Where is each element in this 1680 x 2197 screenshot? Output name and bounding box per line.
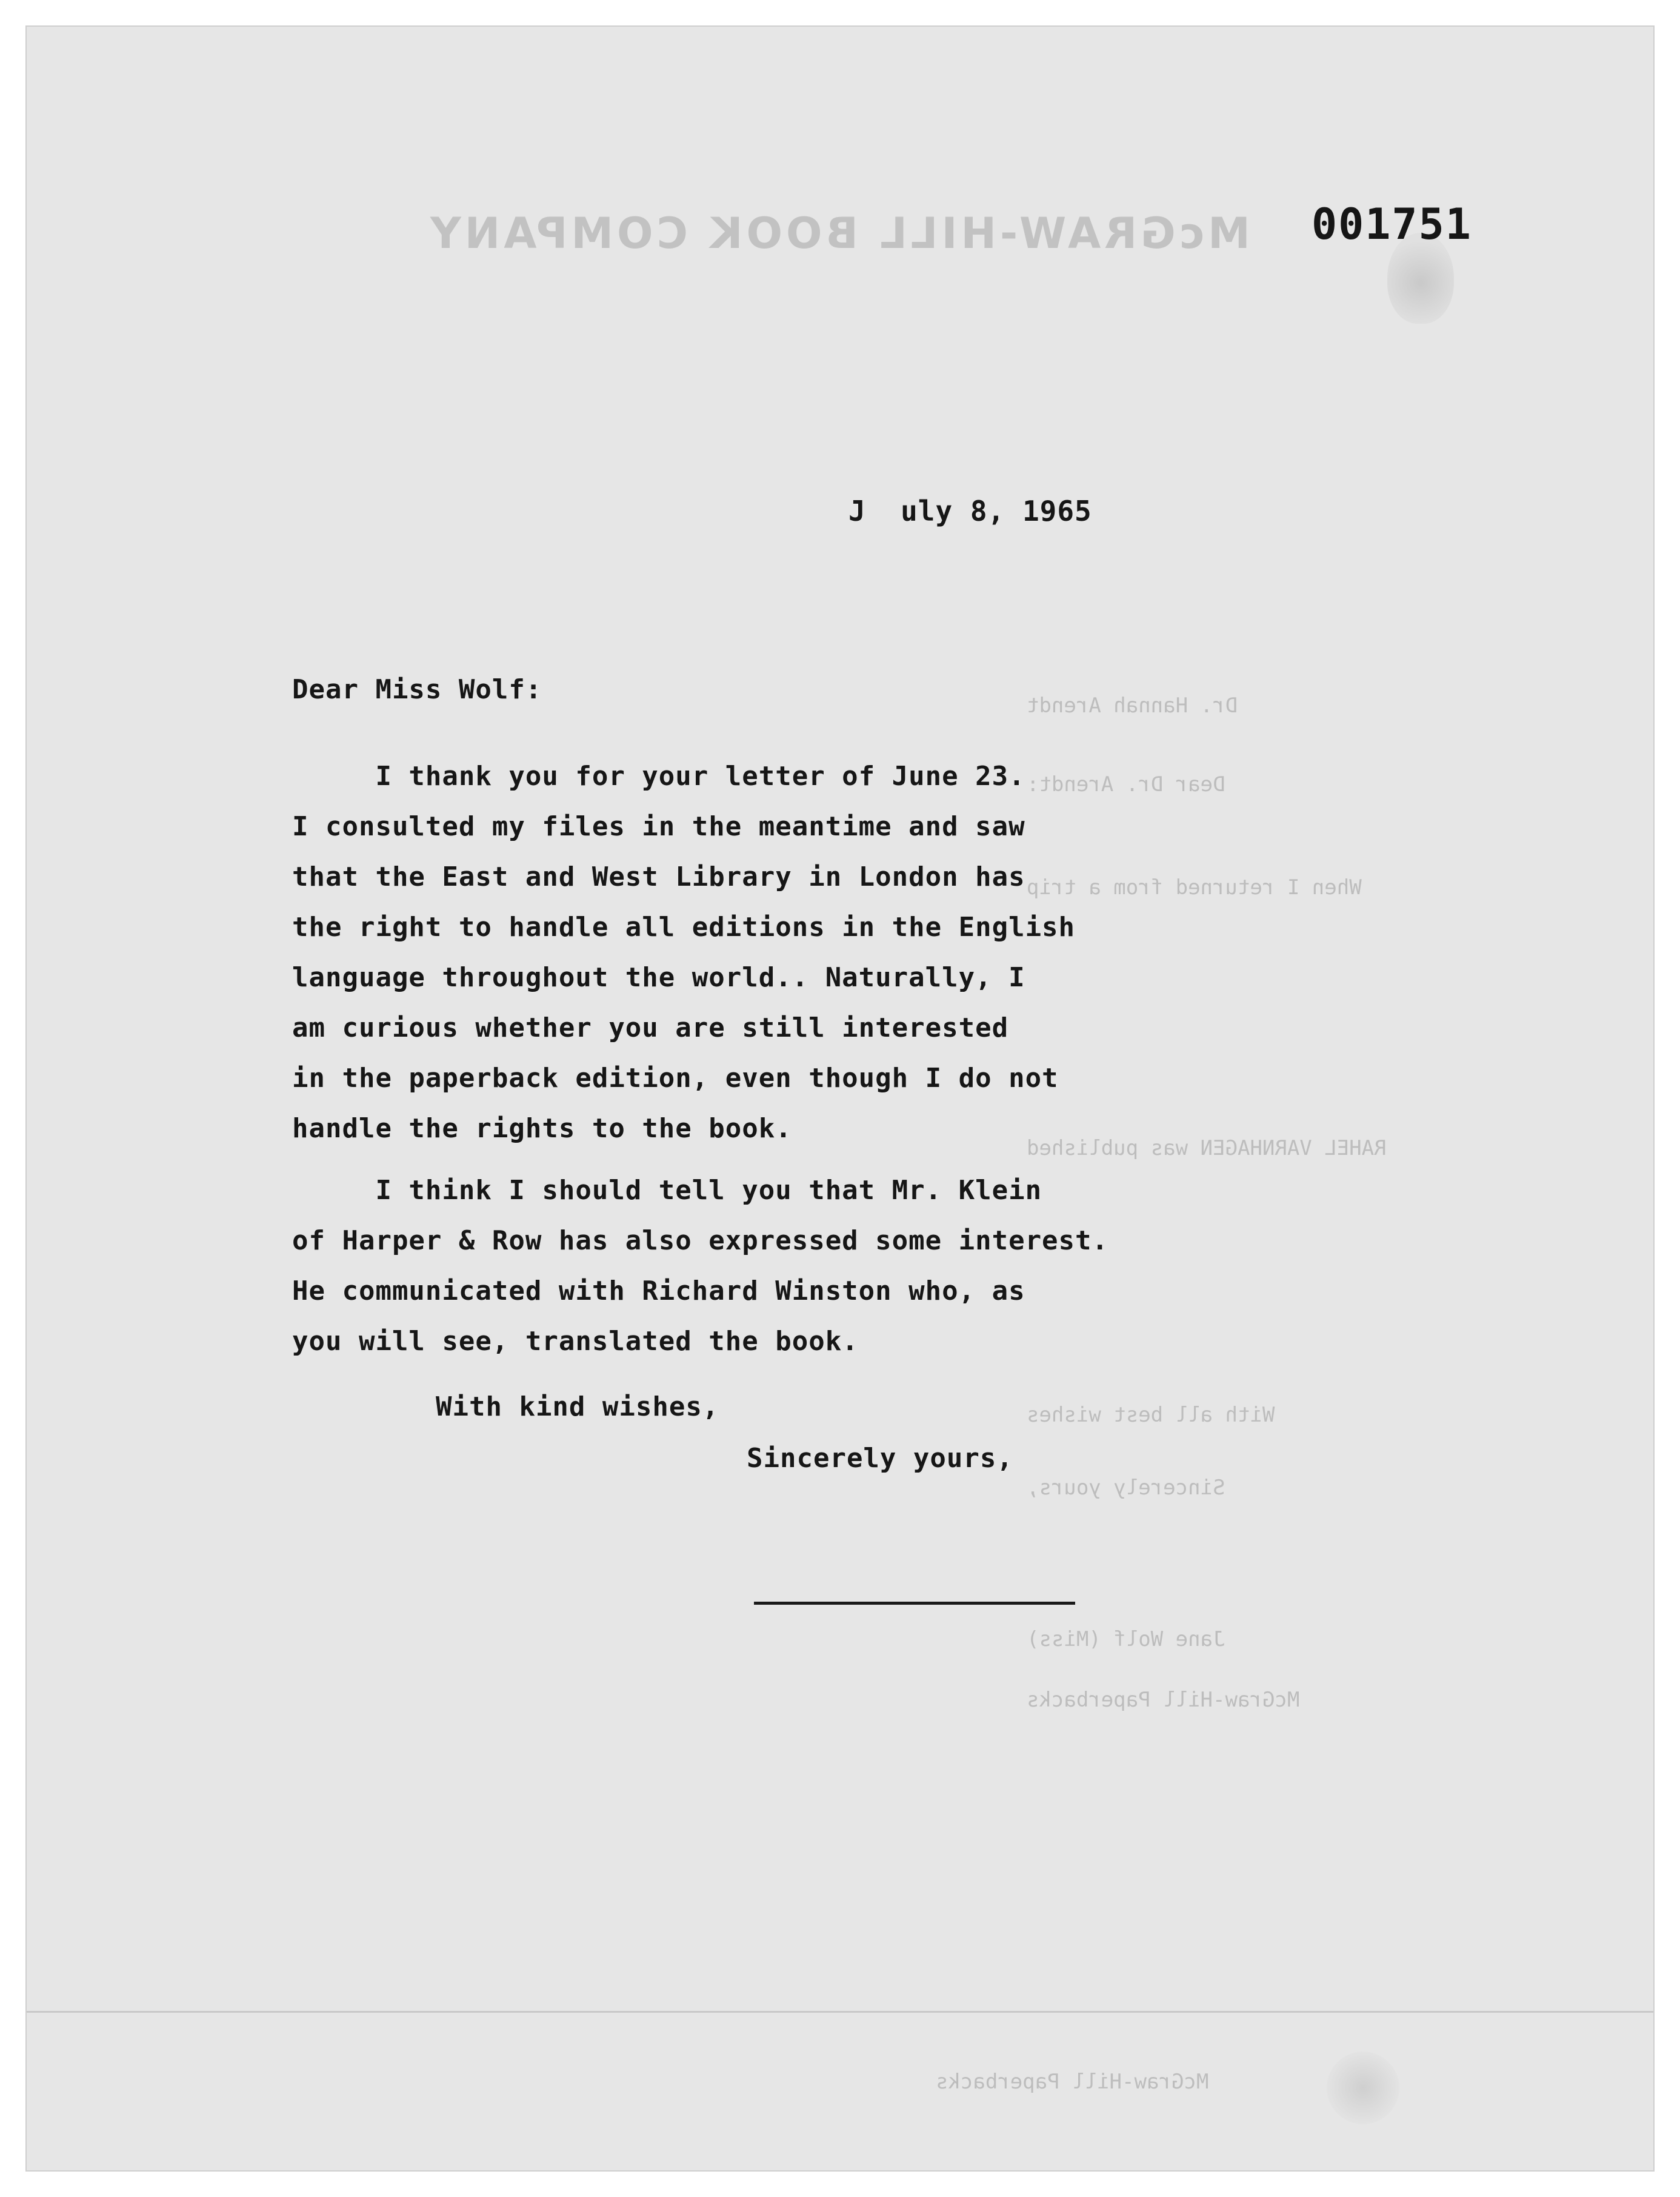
body-line: I thank you for your letter of June 23. [292,761,1025,792]
document-number: 001751 [1312,199,1472,249]
reverse-text-show-through: McGraw-Hill Paperbacks [1027,1688,1300,1712]
body-line: of Harper & Row has also expressed some interest. [292,1225,1109,1256]
body-line: you will see, translated the book. [292,1326,859,1357]
reverse-text-show-through: RAHEL VARNHAGEN was published [1027,1136,1387,1160]
body-line: that the East and West Library in London has [292,861,1025,892]
body-line: am curious whether you are still interested [292,1012,1009,1043]
reverse-footer-rule [27,2011,1653,2013]
body-line: I think I should tell you that Mr. Klein [292,1175,1042,1206]
reverse-text-show-through: With all best wishes [1027,1403,1275,1427]
closing: With kind wishes, [436,1391,719,1422]
reverse-text-show-through: Dr. Hannah Arendt [1027,694,1238,718]
reverse-letterhead-show-through: McGRAW-HILL BOOK COMPANY [427,209,1250,258]
signature-line [754,1602,1075,1605]
reverse-text-show-through: McGraw-Hill Paperbacks [936,2070,1209,2094]
reverse-text-show-through: Sincerely yours, [1027,1476,1225,1500]
signoff: Sincerely yours, [747,1443,1013,1474]
body-line: I consulted my files in the meantime and saw [292,811,1025,842]
body-line: handle the rights to the book. [292,1113,792,1144]
reverse-text-show-through: When I returned from a trip [1027,875,1362,900]
body-line: language throughout the world.. Naturally, I [292,962,1025,993]
reverse-text-show-through: Dear Dr. Arendt: [1027,772,1225,797]
letter-date: J uly 8, 1965 [848,495,1092,527]
body-line: He communicated with Richard Winston who, as [292,1276,1025,1306]
reverse-text-show-through: Jane Wolf (Miss) [1027,1627,1225,1651]
letter-page [25,25,1655,2172]
reverse-footer-logo-show-through [1327,2052,1399,2124]
body-line: in the paperback edition, even though I do not [292,1063,1059,1094]
salutation: Dear Miss Wolf: [292,674,542,705]
body-line: the right to handle all editions in the English [292,912,1076,943]
